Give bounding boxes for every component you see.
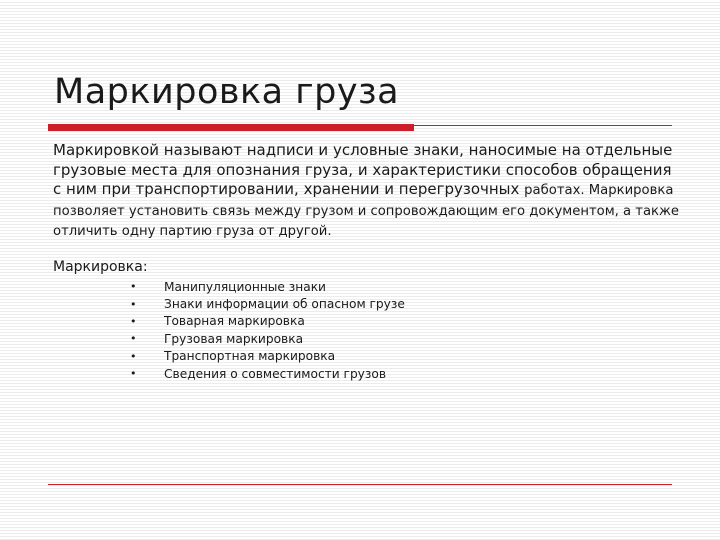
bullet-icon: • bbox=[130, 367, 137, 381]
list-item-text: Транспортная маркировка bbox=[164, 349, 336, 364]
definition-text-small: работах. Маркировка позволяет установить связь между грузом и сопровождающим его документом, а также отличить одну партию груза от другой. bbox=[53, 183, 680, 239]
definition-text-large: Маркировкой называют надписи и условные знаки, наносимые на отдельные грузовые места для опознания груза, и характеристики способов обращения с ним при транспортировании, хранении и перегрузочных bbox=[53, 141, 673, 198]
bullet-icon: • bbox=[130, 297, 137, 311]
bullet-icon: • bbox=[130, 349, 137, 363]
list-item-text: Манипуляционные знаки bbox=[164, 279, 326, 294]
list-item bbox=[126, 278, 526, 295]
list-item bbox=[126, 295, 526, 312]
list-item bbox=[126, 365, 526, 382]
list-item bbox=[126, 330, 526, 347]
bullet-icon: • bbox=[130, 314, 137, 328]
list-item bbox=[126, 313, 526, 330]
list-item-text: Товарная маркировка bbox=[164, 314, 305, 329]
definition-paragraph bbox=[53, 141, 683, 242]
marking-types-list bbox=[126, 278, 526, 382]
list-item-text: Знаки информации об опасном грузе bbox=[164, 297, 405, 312]
slide-title: Маркировка груза bbox=[54, 72, 400, 112]
bullet-icon: • bbox=[130, 332, 137, 346]
list-item bbox=[126, 348, 526, 365]
footer-divider bbox=[48, 484, 672, 485]
title-underline-accent bbox=[48, 124, 414, 131]
bullet-icon: • bbox=[130, 280, 137, 294]
list-label: Маркировка: bbox=[53, 259, 148, 275]
list-item-text: Сведения о совместимости грузов bbox=[164, 366, 387, 381]
list-item-text: Грузовая маркировка bbox=[164, 331, 304, 346]
